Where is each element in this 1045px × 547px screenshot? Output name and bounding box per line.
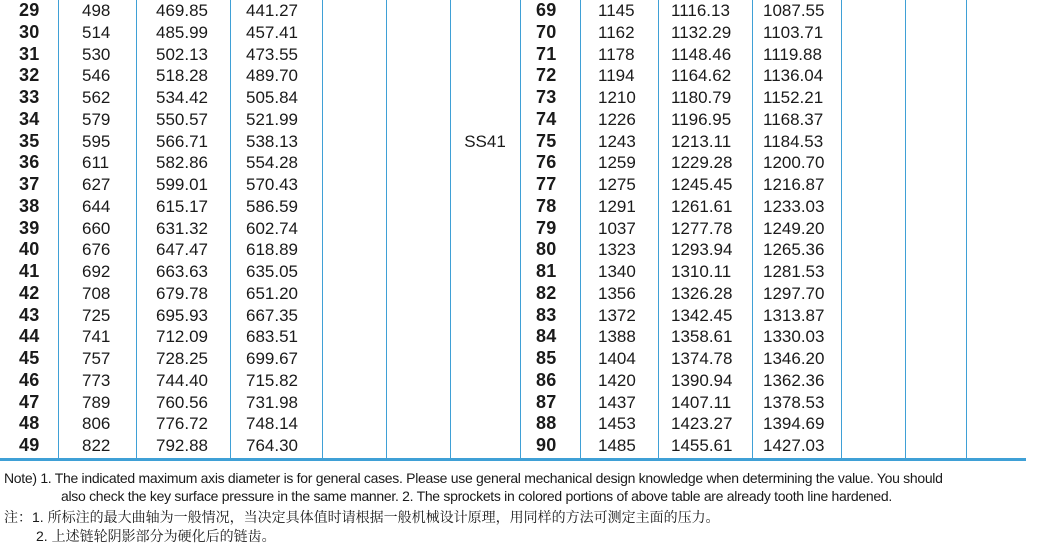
teeth-count-cell: 85: [536, 348, 557, 369]
value-cell: 1277.78: [671, 218, 733, 238]
material-label: SS41: [464, 132, 506, 151]
value-cell: 586.59: [246, 196, 298, 216]
value-cell: 502.13: [156, 44, 208, 64]
teeth-count-cell: 76: [536, 152, 557, 173]
value-cell: 631.32: [156, 218, 208, 238]
table-row: [0, 239, 1026, 261]
value-cell: 1164.62: [671, 66, 732, 86]
value-cell: 457.41: [246, 22, 298, 42]
value-cell: 1372: [598, 305, 636, 325]
teeth-count-cell: 29: [19, 0, 40, 20]
value-cell: 760.56: [156, 392, 208, 412]
teeth-count-cell: 34: [19, 108, 40, 129]
teeth-count-cell: 83: [536, 304, 557, 325]
value-cell: 1297.70: [763, 283, 825, 303]
value-cell: 679.78: [156, 283, 208, 303]
teeth-count-cell: 75: [536, 130, 557, 151]
value-cell: 485.99: [156, 22, 208, 42]
value-cell: 1162: [598, 22, 635, 42]
value-cell: 683.51: [246, 327, 298, 347]
value-cell: 1281.53: [763, 262, 825, 282]
value-cell: 1249.20: [763, 218, 825, 238]
value-cell: 1407.11: [671, 392, 732, 412]
value-cell: 615.17: [156, 196, 208, 216]
value-cell: 602.74: [246, 218, 298, 238]
teeth-count-cell: 33: [19, 87, 40, 108]
value-cell: 764.30: [246, 436, 298, 456]
table-row: [0, 174, 1026, 196]
value-cell: 1148.46: [671, 44, 732, 64]
value-cell: 1275: [598, 175, 636, 195]
teeth-count-cell: 77: [536, 174, 557, 195]
table-row: [0, 152, 1026, 174]
teeth-count-cell: 73: [536, 87, 557, 108]
note-chinese-line-2: 2. 上述链轮阴影部分为硬化后的链齿。: [36, 528, 276, 544]
note-chinese-line-1: 注：1. 所标注的最大曲轴为一般情况，当决定具体值时请根据一般机械设计原理，用同样的方法可测定主面的压力。: [4, 509, 720, 525]
table-row: [0, 283, 1026, 305]
teeth-count-cell: 71: [536, 43, 557, 64]
value-cell: 728.25: [156, 349, 208, 369]
teeth-count-cell: 37: [19, 174, 40, 195]
teeth-count-cell: 84: [536, 326, 557, 347]
value-cell: 538.13: [246, 131, 298, 151]
value-cell: 1265.36: [763, 240, 825, 260]
value-cell: 1210: [598, 88, 636, 108]
value-cell: 1453: [598, 414, 636, 434]
teeth-count-cell: 70: [536, 21, 557, 42]
value-cell: 651.20: [246, 283, 298, 303]
value-cell: 627: [82, 175, 111, 195]
value-cell: 1200.70: [763, 153, 825, 173]
value-cell: 1216.87: [763, 175, 825, 195]
value-cell: 667.35: [246, 305, 298, 325]
value-cell: 1394.69: [763, 414, 825, 434]
teeth-count-cell: 80: [536, 239, 557, 260]
value-cell: 1226: [598, 109, 636, 129]
value-cell: 554.28: [246, 153, 298, 173]
value-cell: 550.57: [156, 109, 208, 129]
teeth-count-cell: 43: [19, 304, 40, 325]
value-cell: 1259: [598, 153, 636, 173]
value-cell: 1330.03: [763, 327, 825, 347]
teeth-count-cell: 45: [19, 348, 40, 369]
value-cell: 1037: [598, 218, 636, 238]
value-cell: 1378.53: [763, 392, 825, 412]
table-row: [0, 87, 1026, 109]
value-cell: 1196.95: [671, 109, 732, 129]
table-row: [0, 413, 1026, 435]
value-cell: 773: [82, 370, 111, 390]
value-cell: 1388: [598, 327, 636, 347]
table-row: [0, 348, 1026, 370]
table-row: [0, 435, 1026, 457]
teeth-count-cell: 78: [536, 195, 557, 216]
value-cell: 530: [82, 44, 111, 64]
teeth-count-cell: 72: [536, 65, 557, 86]
value-cell: 1168.37: [763, 109, 824, 129]
value-cell: 469.85: [156, 1, 208, 20]
teeth-count-cell: 90: [536, 435, 557, 456]
value-cell: 792.88: [156, 436, 208, 456]
teeth-count-cell: 47: [19, 391, 40, 412]
value-cell: 570.43: [246, 175, 298, 195]
value-cell: 663.63: [156, 262, 208, 282]
teeth-count-cell: 36: [19, 152, 40, 173]
teeth-count-cell: 82: [536, 282, 557, 303]
value-cell: 1184.53: [763, 131, 824, 151]
value-cell: 1437: [598, 392, 636, 412]
teeth-count-cell: 35: [19, 130, 40, 151]
value-cell: 546: [82, 66, 111, 86]
teeth-count-cell: 38: [19, 195, 40, 216]
value-cell: 1229.28: [671, 153, 733, 173]
teeth-count-cell: 87: [536, 391, 557, 412]
value-cell: 489.70: [246, 66, 298, 86]
value-cell: 473.55: [246, 44, 298, 64]
value-cell: 1485: [598, 436, 636, 456]
value-cell: 1145: [598, 1, 635, 20]
value-cell: 676: [82, 240, 111, 260]
value-cell: 1390.94: [671, 370, 733, 390]
value-cell: 1180.79: [671, 88, 732, 108]
value-cell: 1374.78: [671, 349, 733, 369]
value-cell: 611: [82, 153, 110, 173]
value-cell: 1178: [598, 44, 635, 64]
value-cell: 731.98: [246, 392, 298, 412]
teeth-count-cell: 44: [19, 326, 40, 347]
value-cell: 518.28: [156, 66, 208, 86]
table-row: [0, 22, 1026, 44]
value-cell: 1261.61: [671, 196, 733, 216]
value-cell: 441.27: [246, 1, 298, 20]
value-cell: 1136.04: [763, 66, 824, 86]
value-cell: 1310.11: [671, 262, 732, 282]
value-cell: 1455.61: [671, 436, 733, 456]
value-cell: 505.84: [246, 88, 298, 108]
value-cell: 708: [82, 283, 111, 303]
value-cell: 1342.45: [671, 305, 733, 325]
value-cell: 725: [82, 305, 111, 325]
value-cell: 712.09: [156, 327, 208, 347]
value-cell: 748.14: [246, 414, 298, 434]
table-row: [0, 65, 1026, 87]
value-cell: 1213.11: [671, 131, 732, 151]
teeth-count-cell: 69: [536, 0, 557, 20]
value-cell: 1119.88: [763, 44, 822, 64]
value-cell: 595: [82, 131, 111, 151]
value-cell: 1420: [598, 370, 636, 390]
teeth-count-cell: 49: [19, 435, 40, 456]
value-cell: 534.42: [156, 88, 208, 108]
value-cell: 618.89: [246, 240, 298, 260]
value-cell: 1326.28: [671, 283, 733, 303]
teeth-count-cell: 39: [19, 217, 40, 238]
note-english-line-1: Note) 1. The indicated maximum axis diameter is for general cases. Please use general mechanical design knowledge when determining the value. You should: [4, 470, 943, 486]
table-row: [0, 392, 1026, 414]
teeth-count-cell: 79: [536, 217, 557, 238]
value-cell: 1340: [598, 262, 636, 282]
value-cell: 647.47: [156, 240, 208, 260]
value-cell: 744.40: [156, 370, 208, 390]
teeth-count-cell: 48: [19, 413, 40, 434]
teeth-count-cell: 30: [19, 21, 40, 42]
teeth-count-cell: 32: [19, 65, 40, 86]
table-row: [0, 305, 1026, 327]
value-cell: 757: [82, 349, 111, 369]
value-cell: 741: [82, 327, 111, 347]
value-cell: 582.86: [156, 153, 208, 173]
value-cell: 1362.36: [763, 370, 825, 390]
table-row: [0, 218, 1026, 240]
table-bottom-rule: [0, 458, 1026, 461]
value-cell: 498: [82, 1, 111, 20]
table-row: [0, 196, 1026, 218]
value-cell: 1356: [598, 283, 636, 303]
teeth-count-cell: 88: [536, 413, 557, 434]
teeth-count-cell: 41: [19, 261, 40, 282]
table-row: [0, 261, 1026, 283]
value-cell: 566.71: [156, 131, 208, 151]
value-cell: 1293.94: [671, 240, 733, 260]
teeth-count-cell: 42: [19, 282, 40, 303]
value-cell: 715.82: [246, 370, 298, 390]
value-cell: 806: [82, 414, 111, 434]
note-english-line-2: also check the key surface pressure in the same manner. 2. The sprockets in colored portions of above table are already tooth line hardened.: [61, 488, 892, 504]
teeth-count-cell: 46: [19, 369, 40, 390]
value-cell: 660: [82, 218, 111, 238]
value-cell: 1313.87: [763, 305, 825, 325]
teeth-count-cell: 86: [536, 369, 557, 390]
value-cell: 644: [82, 196, 111, 216]
value-cell: 562: [82, 88, 111, 108]
value-cell: 1132.29: [671, 22, 732, 42]
value-cell: 1194: [598, 66, 635, 86]
value-cell: 1152.21: [763, 88, 824, 108]
teeth-count-cell: 31: [19, 43, 40, 64]
table-row: [0, 370, 1026, 392]
teeth-count-cell: 74: [536, 108, 557, 129]
value-cell: 1245.45: [671, 175, 733, 195]
value-cell: 1103.71: [763, 22, 824, 42]
table-row: [0, 109, 1026, 131]
value-cell: 789: [82, 392, 111, 412]
value-cell: 1087.55: [763, 1, 825, 20]
table-row: [0, 326, 1026, 348]
value-cell: 579: [82, 109, 111, 129]
teeth-count-cell: 40: [19, 239, 40, 260]
value-cell: 1243: [598, 131, 636, 151]
table-row: [0, 0, 1026, 22]
value-cell: 692: [82, 262, 111, 282]
value-cell: 521.99: [246, 109, 298, 129]
value-cell: 1358.61: [671, 327, 733, 347]
value-cell: 635.05: [246, 262, 298, 282]
value-cell: 1233.03: [763, 196, 825, 216]
value-cell: 1404: [598, 349, 636, 369]
value-cell: 776.72: [156, 414, 208, 434]
value-cell: 1427.03: [763, 436, 825, 456]
value-cell: 1323: [598, 240, 636, 260]
value-cell: 1423.27: [671, 414, 733, 434]
value-cell: 695.93: [156, 305, 208, 325]
value-cell: 699.67: [246, 349, 298, 369]
value-cell: 1291: [598, 196, 636, 216]
value-cell: 514: [82, 22, 111, 42]
value-cell: 1116.13: [671, 1, 730, 20]
table-row: [0, 44, 1026, 66]
value-cell: 599.01: [156, 175, 208, 195]
value-cell: 822: [82, 436, 111, 456]
teeth-count-cell: 81: [536, 261, 557, 282]
value-cell: 1346.20: [763, 349, 825, 369]
